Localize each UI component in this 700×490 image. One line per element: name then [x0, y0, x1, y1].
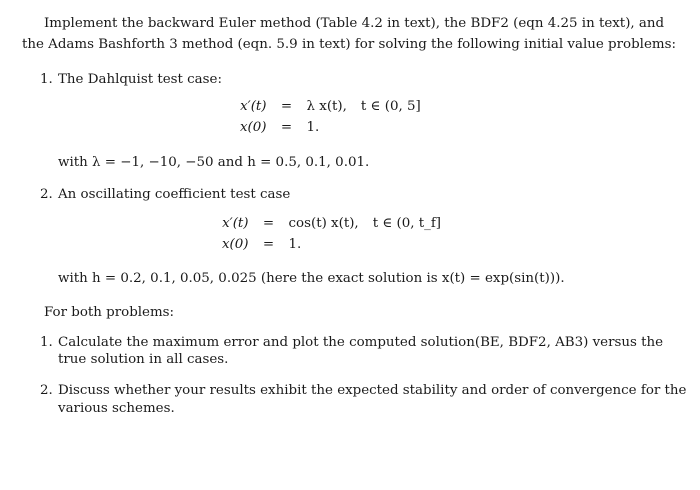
problem-2-equation-2 — [222, 234, 441, 255]
task-2-number: 2. — [40, 383, 53, 398]
intro-line-1: Implement the backward Euler method (Table 4.2 in text), the BDF2 (eqn 4.25 in text), and — [44, 16, 665, 31]
eq-operator: = — [280, 119, 293, 135]
task-1-line-2: true solution in all cases. — [58, 352, 229, 367]
eq-rhs: λ x(t), — [306, 98, 347, 114]
problem-2-equation-1 — [222, 213, 441, 234]
eq-lhs: x′(t) — [222, 215, 249, 231]
eq-lhs: x(0) — [222, 236, 249, 252]
problem-1-number: 1. — [40, 72, 53, 87]
eq-lhs: x′(t) — [240, 98, 267, 114]
task-1-line-1: Calculate the maximum error and plot the computed solution(BE, BDF2, AB3) versus the — [58, 335, 664, 350]
problem-2-parameters: with h = 0.2, 0.1, 0.05, 0.025 (here the exact solution is x(t) = exp(sin(t))). — [58, 271, 565, 286]
eq-domain: t ∈ (0, 5] — [360, 98, 421, 114]
problem-1-equations — [240, 96, 421, 138]
intro-line-2: the Adams Bashforth 3 method (eqn. 5.9 in text) for solving the following initial value problems: — [22, 37, 676, 52]
problem-1-equation-1 — [240, 96, 421, 117]
eq-lhs: x(0) — [240, 119, 267, 135]
eq-operator: = — [280, 98, 293, 114]
eq-rhs: 1. — [306, 119, 320, 135]
eq-rhs: 1. — [288, 236, 302, 252]
problem-1-parameters: with λ = −1, −10, −50 and h = 0.5, 0.1, 0.01. — [58, 155, 370, 170]
problem-2-number: 2. — [40, 187, 53, 202]
problem-2-equations — [222, 213, 441, 255]
both-heading: For both problems: — [44, 305, 175, 320]
eq-domain: t ∈ (0, t_f] — [372, 215, 442, 231]
task-2-line-2: various schemes. — [58, 401, 175, 416]
problem-2-title: An oscillating coefficient test case — [58, 187, 291, 202]
eq-rhs: cos(t) x(t), — [288, 215, 359, 231]
task-1-number: 1. — [40, 335, 53, 350]
eq-operator: = — [262, 236, 275, 252]
eq-operator: = — [262, 215, 275, 231]
problem-1-title: The Dahlquist test case: — [58, 72, 222, 87]
task-2-line-1: Discuss whether your results exhibit the expected stability and order of convergence for the — [58, 383, 687, 398]
problem-1-equation-2 — [240, 117, 421, 138]
